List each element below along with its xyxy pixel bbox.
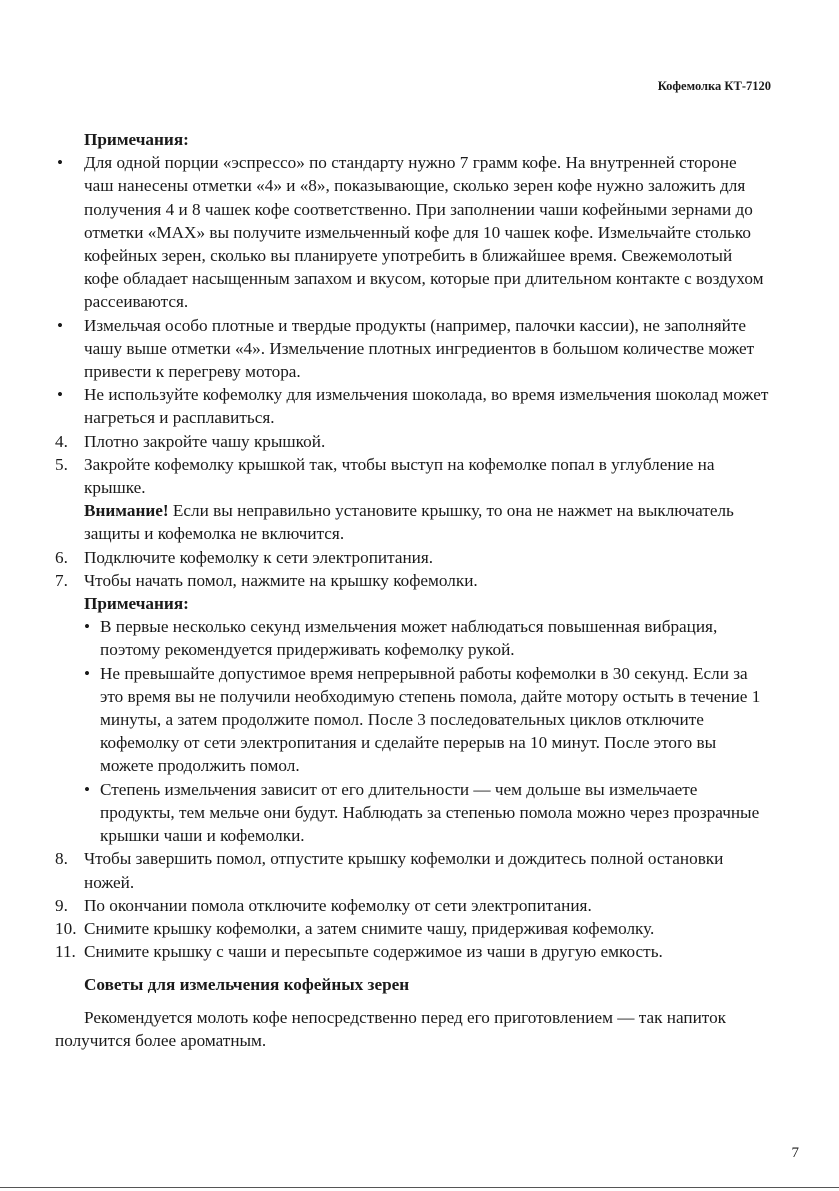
list-item: • Степень измельчения зависит от его длительности — чем дольше вы измельчаете продукты, тем мельче они будут. Наблюдать за степенью помола можно через прозрачные крышки чаши и кофемолки.: [84, 779, 760, 846]
notes-heading: Примечания:: [84, 130, 189, 149]
list-item: • Не превышайте допустимое время непрерывной работы кофемолки в 30 секунд. Если за это время вы не получили необходимую степень помола, дайте мотору остыть в течение 1 минуты, а затем продолжите помол. После 3 последовательных циклов отключите кофемолку от сети электропитания и сделайте перерыв на 10 минут. После этого вы можете продолжить помол.: [84, 663, 761, 776]
step-item: [55, 569, 769, 592]
step-item: [55, 430, 769, 453]
step-item: [55, 917, 769, 940]
step-number: 7.: [55, 570, 68, 590]
step-text: Снимите крышку с чаши и пересыпьте содержимое из чаши в другую емкость.: [84, 942, 663, 962]
step-text: Чтобы начать помол, нажмите на крышку кофемолки.: [84, 570, 478, 590]
note-text: Не превышайте допустимое время непрерывной работы кофемолки в 30 секунд. Если за это время вы не получили необходимую степень помола, дайте мотору остыть в течение 1 минуты, а затем продолжите помол. После 3 последовательных циклов отключите кофемолку от сети электропитания и сделайте перерыв на 10 минут. После этого вы можете продолжить помол.: [100, 663, 761, 776]
step-text: Подключите кофемолку к сети электропитания.: [84, 547, 434, 567]
running-header: Кофемолка КТ-7120: [657, 79, 771, 93]
section-heading: Советы для измельчения кофейных зерен: [84, 975, 410, 995]
step-item: [55, 940, 769, 963]
page-content: [55, 128, 769, 1052]
step-text: Чтобы завершить помол, отпустите крышку кофемолки и дождитесь полной остановки ножей.: [84, 849, 724, 892]
step-number: 8.: [55, 849, 68, 869]
step-text: Снимите крышку кофемолки, а затем снимите чашу, придерживая кофемолку.: [84, 918, 655, 938]
notes-heading: Примечания:: [84, 594, 189, 614]
step-number: 6.: [55, 547, 68, 567]
step-item: [55, 546, 769, 569]
note-text: Степень измельчения зависит от его длительности — чем дольше вы измельчаете продукты, тем мельче они будут. Наблюдать за степенью помола можно через прозрачные крышки чаши и кофемолки.: [100, 779, 760, 846]
step-item: [55, 847, 769, 893]
warning-note: [55, 499, 769, 545]
step-text: По окончании помола отключите кофемолку от сети электропитания.: [84, 895, 592, 915]
page-bottom-rule: [0, 1187, 839, 1188]
step-number: 10.: [55, 918, 77, 938]
step-text: Плотно закройте чашу крышкой.: [84, 431, 326, 451]
step-number: 4.: [55, 431, 68, 451]
step-text: Закройте кофемолку крышкой так, чтобы выступ на кофемолке попал в углубление на крышке.: [84, 454, 715, 498]
step-item: [55, 894, 769, 917]
list-item: • Измельчая особо плотные и твердые продукты (например, палочки кассии), не заполняйте чашу выше отметки «4». Измельчение плотных ингредиентов в большом количестве может привести к перегреву мотора.: [57, 315, 755, 382]
page-number: 7: [791, 1145, 799, 1161]
section-paragraph: Рекомендуется молоть кофе непосредственно перед его приготовлением — так напиток получится более ароматным.: [55, 1007, 727, 1050]
list-item: • Для одной порции «эспрессо» по стандарту нужно 7 грамм кофе. На внутренней стороне чаш нанесены отметки «4» и «8», показывающие, сколько зерен кофе нужно заложить для получения 4 и 8 чашек кофе соответственно. При заполнении чаши кофейными зернами до отметки «MAX» вы получите измельченный кофе для 10 чашек кофе. Измельчайте столько кофейных зерен, сколько вы планируете употребить в ближайшее время. Свежемолотый кофе обладает насыщенным запахом и вкусом, которые при длительном контакте с воздухом рассеиваются.: [57, 153, 764, 312]
step-number: 5.: [55, 454, 68, 474]
note-text: В первые несколько секунд измельчения может наблюдаться повышенная вибрация, поэтому рекомендуется придерживать кофемолку рукой.: [100, 617, 718, 660]
list-item: • В первые несколько секунд измельчения может наблюдаться повышенная вибрация, поэтому рекомендуется придерживать кофемолку рукой.: [84, 617, 718, 660]
list-item: • Не используйте кофемолку для измельчения шоколада, во время измельчения шоколад может нагреться и расплавиться.: [57, 385, 769, 428]
warning-text: Если вы неправильно установите крышку, то она не нажмет на выключатель защиты и кофемолка не включится.: [84, 501, 734, 544]
note-text: Для одной порции «эспрессо» по стандарту нужно 7 грамм кофе. На внутренней стороне чаш нанесены отметки «4» и «8», показывающие, сколько зерен кофе нужно заложить для получения 4 и 8 чашек кофе соответственно. При заполнении чаши кофейными зернами до отметки «MAX» вы получите измельченный кофе для 10 чашек кофе. Измельчайте столько кофейных зерен, сколько вы планируете употребить в ближайшее время. Свежемолотый кофе обладает насыщенным запахом и вкусом, которые при длительном контакте с воздухом рассеиваются.: [84, 153, 764, 312]
step-number: 11.: [55, 942, 76, 962]
note-text: Не используйте кофемолку для измельчения шоколада, во время измельчения шоколад может нагреться и расплавиться.: [84, 385, 769, 428]
warning-label: Внимание!: [84, 501, 169, 521]
step-item: [55, 453, 769, 499]
step-number: 9.: [55, 895, 68, 915]
note-text: Измельчая особо плотные и твердые продукты (например, палочки кассии), не заполняйте чашу выше отметки «4». Измельчение плотных ингредиентов в большом количестве может привести к перегреву мотора.: [84, 315, 755, 382]
